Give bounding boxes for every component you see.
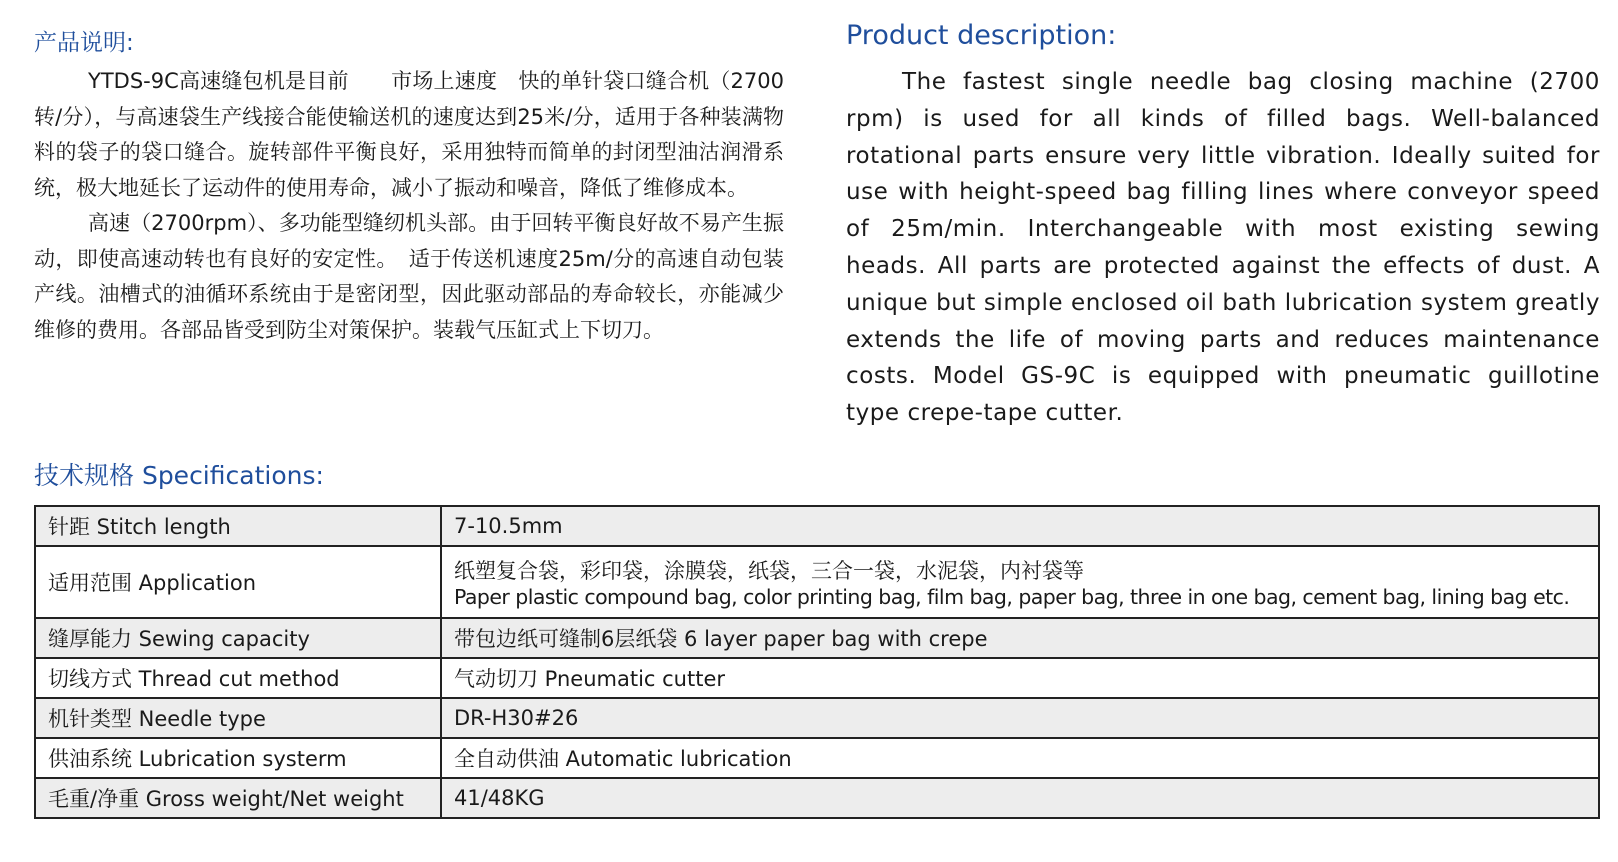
cn-paragraph-1: YTDS-9C高速缝包机是目前 市场上速度 快的单针袋口缝合机（2700转/分），与高速袋生产线接合能使输送机的速度达到25米/分，适用于各种装满物料的袋子的袋口缝合。旋转部件平衡良好，采用独特而简单的封闭型油沽润滑系统，极大地延长了运动件的使用寿命，减小了振动和噪音，降低了维修成本。 [34,69,784,200]
en-section-heading: Product description: [846,20,1117,51]
spec-value: 气动切刀 Pneumatic cutter [441,658,1599,698]
spec-label: 毛重/净重 Gross weight/Net weight [35,778,441,818]
spec-label: 供油系统 Lubrication systerm [35,738,441,778]
spec-label: 切线方式 Thread cut method [35,658,441,698]
cn-description [34,64,784,348]
spec-label: 机针类型 Needle type [35,698,441,738]
spec-value: 带包边纸可缝制6层纸袋 6 layer paper bag with crepe [441,618,1599,658]
cn-paragraph-2: 高速（2700rpm）、多功能型缝纫机头部。由于回转平衡良好故不易产生振动，即使高速动转也有良好的安定性。 适于传送机速度25m/分的高速自动包装产线。油槽式的油循环系统由于是密闭型，因此驱动部品的寿命较长，亦能减少维修的费用。各部品皆受到防尘对策保护。装载气压缸式上下切刀。 [34,211,784,342]
spec-value: DR-H30#26 [441,698,1599,738]
table-row [35,778,1599,818]
table-row [35,658,1599,698]
spec-value: 41/48KG [441,778,1599,818]
specifications-heading: 技术规格 Specifications: [34,461,324,490]
spec-value [441,546,1599,618]
specifications-table [34,505,1600,819]
table-row [35,506,1599,546]
spec-label: 缝厚能力 Sewing capacity [35,618,441,658]
en-paragraph: The fastest single needle bag closing machine (2700 rpm) is used for all kinds of filled bags. Well-balanced rotational parts ensure very little vibration. Ideally suited for use with height-speed bag filling lines where conveyor speed of 25m/min. Interchangeable with most existing sewing heads. All parts are protected against the effects of dust. A unique but simple enclosed oil bath lubrication system greatly extends the life of moving parts and reduces maintenance costs. Model GS-9C is equipped with pneumatic guillotine type crepe-tape cutter. [846,69,1600,427]
table-row [35,546,1599,618]
application-value-en: Paper plastic compound bag, color printing bag, film bag, paper bag, three in one bag, cement bag, lining bag etc. [454,585,1570,609]
spec-value: 7-10.5mm [441,506,1599,546]
application-value-cn: 纸塑复合袋，彩印袋，涂膜袋，纸袋，三合一袋，水泥袋，内衬袋等 [454,559,1084,583]
cn-section-heading: 产品说明: [34,30,134,56]
table-row [35,618,1599,658]
en-description [846,64,1600,432]
spec-label: 针距 Stitch length [35,506,441,546]
spec-value: 全自动供油 Automatic lubrication [441,738,1599,778]
table-row [35,698,1599,738]
spec-label: 适用范围 Application [35,546,441,618]
table-row [35,738,1599,778]
